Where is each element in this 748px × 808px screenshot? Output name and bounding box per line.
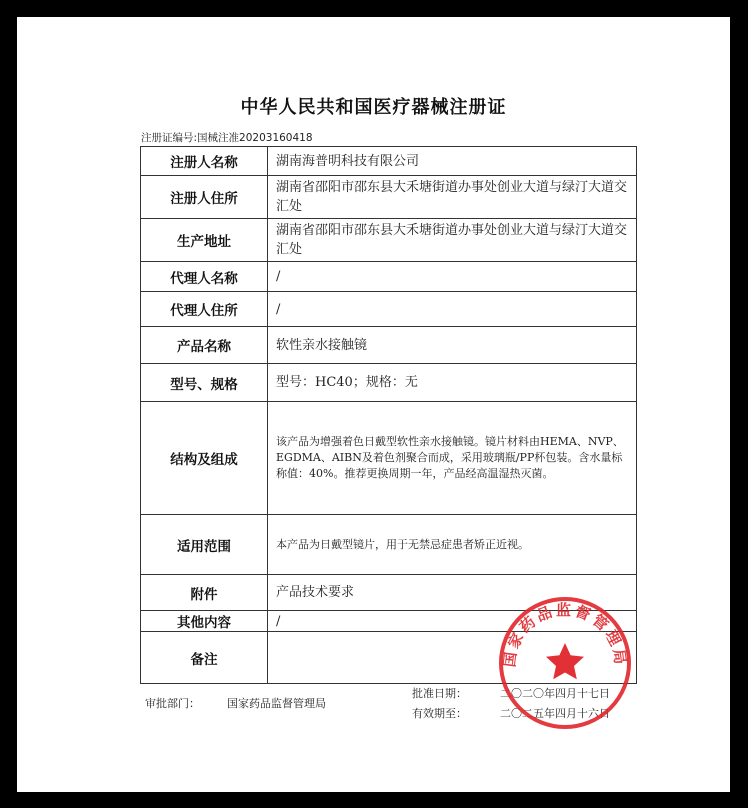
row-label-attachment: 附件 xyxy=(141,575,268,611)
table-row xyxy=(141,402,637,515)
table-row xyxy=(141,219,637,262)
table-row xyxy=(141,515,637,575)
row-value-registrant-name: 湖南海普明科技有限公司 xyxy=(268,147,637,176)
row-label-agent-name: 代理人名称 xyxy=(141,262,268,292)
approval-department-value: 国家药品监督管理局 xyxy=(227,697,326,710)
row-label-agent-address: 代理人住所 xyxy=(141,292,268,327)
official-seal-icon xyxy=(495,593,635,733)
svg-text:国家药品监督管理局: 国家药品监督管理局 xyxy=(500,601,630,669)
approval-date-label: 批准日期： xyxy=(412,687,467,700)
row-label-structure: 结构及组成 xyxy=(141,402,268,515)
approval-department-label: 审批部门： xyxy=(145,697,200,710)
table-row xyxy=(141,327,637,364)
row-label-product-name: 产品名称 xyxy=(141,327,268,364)
row-label-registrant-name: 注册人名称 xyxy=(141,147,268,176)
table-row xyxy=(141,364,637,402)
row-value-production-address: 湖南省邵阳市邵东县大禾塘街道办事处创业大道与绿汀大道交汇处 xyxy=(268,219,637,262)
table-row xyxy=(141,262,637,292)
approval-department xyxy=(145,695,326,711)
row-label-production-address: 生产地址 xyxy=(141,219,268,262)
row-label-remarks: 备注 xyxy=(141,632,268,684)
row-value-structure: 该产品为增强着色日戴型软性亲水接触镜。镜片材料由HEMA、NVP、EGDMA、AIBN及着色剂聚合而成，采用玻璃瓶/PP杯包装。含水量标称值：40%。推荐更换周期一年，产品经高温湿热灭菌。 xyxy=(268,402,637,515)
table-row xyxy=(141,176,637,219)
row-label-other: 其他内容 xyxy=(141,611,268,632)
row-value-scope: 本产品为日戴型镜片，用于无禁忌症患者矫正近视。 xyxy=(268,515,637,575)
registration-number: 注册证编号:国械注准20203160418 xyxy=(141,132,313,144)
row-value-agent-address: / xyxy=(268,292,637,327)
valid-until-value: 二〇二五年四月十六日 xyxy=(500,707,610,720)
row-label-registrant-address: 注册人住所 xyxy=(141,176,268,219)
row-value-product-name: 软性亲水接触镜 xyxy=(268,327,637,364)
row-label-scope: 适用范围 xyxy=(141,515,268,575)
row-value-model-spec: 型号：HC40；规格：无 xyxy=(268,364,637,402)
row-value-attachment: 产品技术要求 xyxy=(268,575,637,611)
row-value-registrant-address: 湖南省邵阳市邵东县大禾塘街道办事处创业大道与绿汀大道交汇处 xyxy=(268,176,637,219)
row-value-other: / xyxy=(268,611,637,632)
valid-until-label: 有效期至： xyxy=(412,707,467,720)
document-title: 中华人民共和国医疗器械注册证 xyxy=(240,97,507,118)
approval-date-value: 二〇二〇年四月十七日 xyxy=(500,687,610,700)
table-row xyxy=(141,292,637,327)
certificate-page xyxy=(17,17,730,792)
row-value-agent-name: / xyxy=(268,262,637,292)
table-row xyxy=(141,147,637,176)
row-label-model-spec: 型号、规格 xyxy=(141,364,268,402)
